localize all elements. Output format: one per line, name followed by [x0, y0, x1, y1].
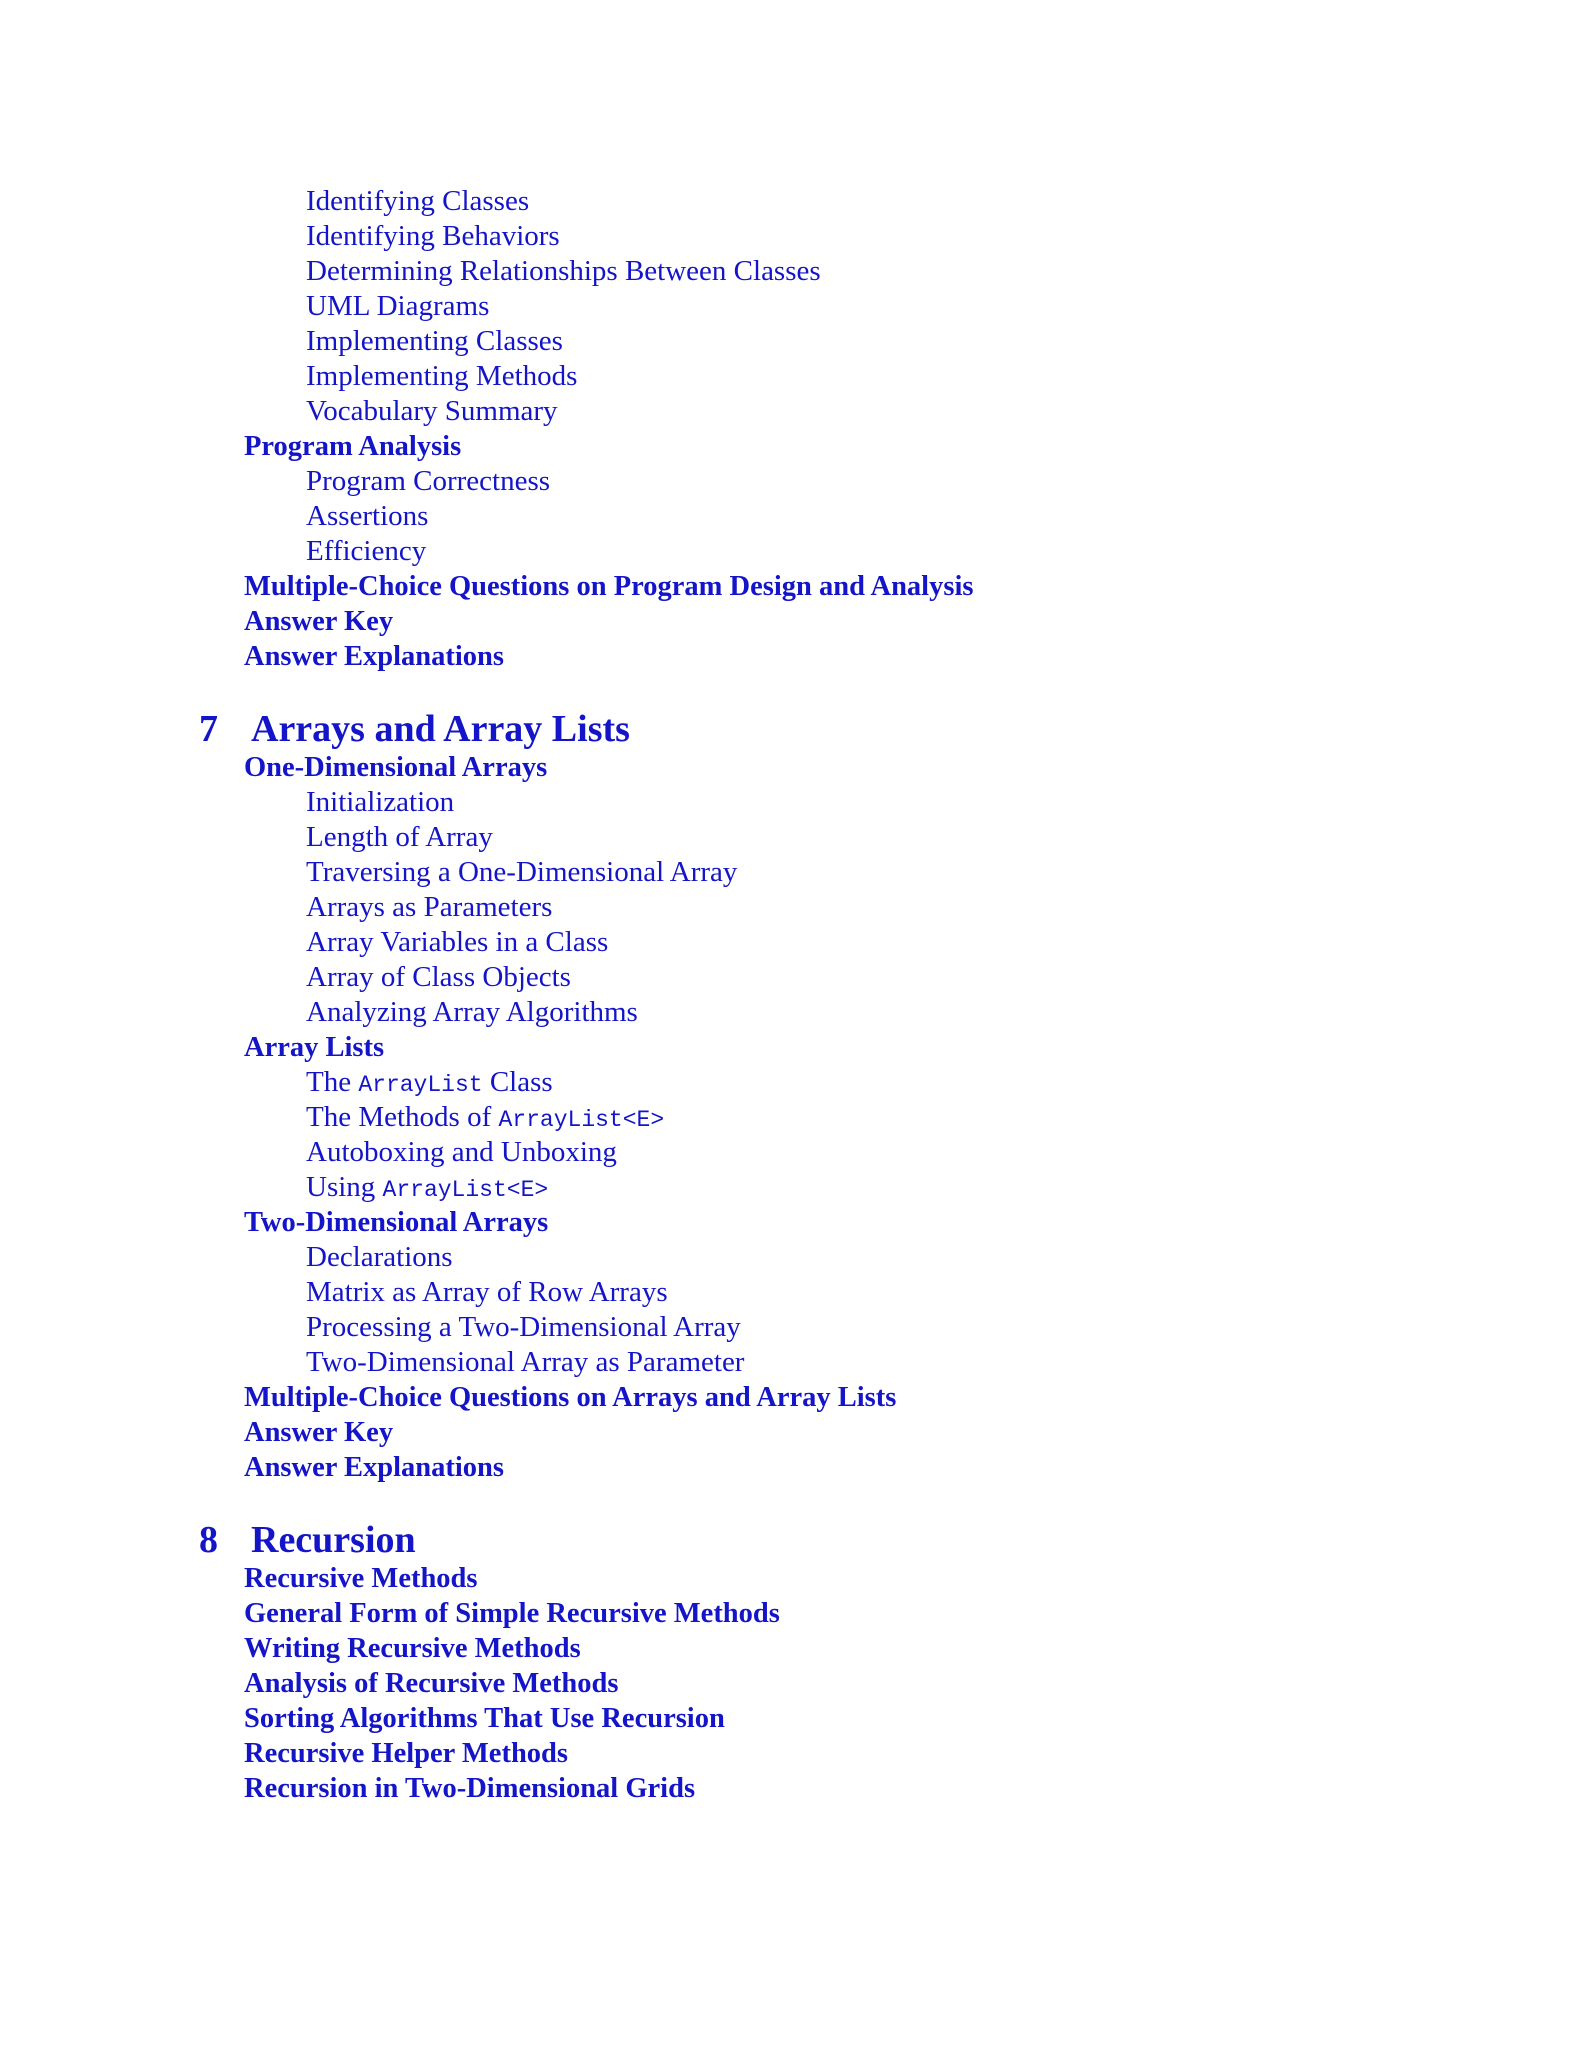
toc-chapter-7-heading[interactable] — [0, 708, 1582, 750]
toc-link-answer-explanations-7[interactable]: Answer Explanations — [244, 1452, 504, 1483]
toc-link-answer-key-6[interactable]: Answer Key — [244, 606, 394, 637]
toc-link-program-analysis[interactable]: Program Analysis — [244, 431, 462, 462]
toc-link-recursive-methods[interactable]: Recursive Methods — [244, 1563, 478, 1594]
link-text: Using — [306, 1171, 383, 1203]
chapter-title: Recursion — [251, 1519, 416, 1561]
toc-link-mcq-arrays[interactable]: Multiple-Choice Questions on Arrays and Array Lists — [244, 1382, 897, 1413]
link-text: The Methods of — [306, 1101, 499, 1133]
toc-link-answer-explanations-6[interactable]: Answer Explanations — [244, 641, 504, 672]
toc-link-arraylist-class[interactable] — [0, 1065, 1582, 1100]
link-text: Class — [482, 1066, 553, 1098]
toc-link-sorting-recursion[interactable]: Sorting Algorithms That Use Recursion — [244, 1703, 725, 1734]
toc-link-analyzing-array-algorithms[interactable]: Analyzing Array Algorithms — [306, 996, 638, 1028]
toc-chapter-8-heading[interactable] — [0, 1519, 1582, 1561]
toc-link-one-dimensional-arrays[interactable]: One-Dimensional Arrays — [244, 752, 548, 783]
table-of-contents — [0, 184, 1582, 1806]
toc-link-arraylist-methods[interactable] — [0, 1100, 1582, 1135]
toc-link-identifying-classes[interactable]: Identifying Classes — [306, 185, 530, 217]
toc-link-implementing-methods[interactable]: Implementing Methods — [306, 360, 578, 392]
toc-link-autoboxing[interactable]: Autoboxing and Unboxing — [306, 1136, 617, 1168]
toc-link-array-of-class-objects[interactable]: Array of Class Objects — [306, 961, 571, 993]
toc-link-array-variables-in-class[interactable]: Array Variables in a Class — [306, 926, 609, 958]
chapter-title: Arrays and Array Lists — [251, 708, 630, 750]
toc-link-length-of-array[interactable]: Length of Array — [306, 821, 493, 853]
toc-link-efficiency[interactable]: Efficiency — [306, 535, 427, 567]
link-text: The — [306, 1066, 359, 1098]
toc-link-determining-relationships[interactable]: Determining Relationships Between Classes — [306, 255, 821, 287]
code-text: ArrayList<E> — [382, 1177, 549, 1203]
toc-link-arrays-as-parameters[interactable]: Arrays as Parameters — [306, 891, 553, 923]
toc-link-array-lists[interactable]: Array Lists — [244, 1032, 385, 1063]
toc-link-implementing-classes[interactable]: Implementing Classes — [306, 325, 563, 357]
toc-link-initialization[interactable]: Initialization — [306, 786, 455, 818]
toc-link-analysis-recursive[interactable]: Analysis of Recursive Methods — [244, 1668, 619, 1699]
toc-link-processing-2d-array[interactable]: Processing a Two-Dimensional Array — [306, 1311, 741, 1343]
toc-link-2d-array-parameter[interactable]: Two-Dimensional Array as Parameter — [306, 1346, 745, 1378]
toc-link-declarations[interactable]: Declarations — [306, 1241, 453, 1273]
toc-link-vocabulary-summary[interactable]: Vocabulary Summary — [306, 395, 558, 427]
toc-link-assertions[interactable]: Assertions — [306, 500, 429, 532]
toc-link-traversing-array[interactable]: Traversing a One-Dimensional Array — [306, 856, 738, 888]
toc-link-program-correctness[interactable]: Program Correctness — [306, 465, 551, 497]
code-text: ArrayList — [358, 1072, 483, 1098]
toc-link-recursion-grids[interactable]: Recursion in Two-Dimensional Grids — [244, 1773, 696, 1804]
toc-link-recursive-helper[interactable]: Recursive Helper Methods — [244, 1738, 568, 1769]
toc-link-identifying-behaviors[interactable]: Identifying Behaviors — [306, 220, 560, 252]
chapter-number: 7 — [199, 708, 218, 750]
toc-link-two-dimensional-arrays[interactable]: Two-Dimensional Arrays — [244, 1207, 549, 1238]
toc-link-answer-key-7[interactable]: Answer Key — [244, 1417, 394, 1448]
toc-link-mcq-program-design[interactable]: Multiple-Choice Questions on Program Design and Analysis — [244, 571, 974, 602]
toc-link-general-form-recursive[interactable]: General Form of Simple Recursive Methods — [244, 1598, 780, 1629]
toc-link-using-arraylist[interactable] — [0, 1170, 1582, 1205]
code-text: ArrayList<E> — [498, 1107, 665, 1133]
toc-link-matrix-row-arrays[interactable]: Matrix as Array of Row Arrays — [306, 1276, 668, 1308]
chapter-number: 8 — [199, 1519, 218, 1561]
toc-link-uml-diagrams[interactable]: UML Diagrams — [306, 290, 490, 322]
toc-link-writing-recursive[interactable]: Writing Recursive Methods — [244, 1633, 581, 1664]
